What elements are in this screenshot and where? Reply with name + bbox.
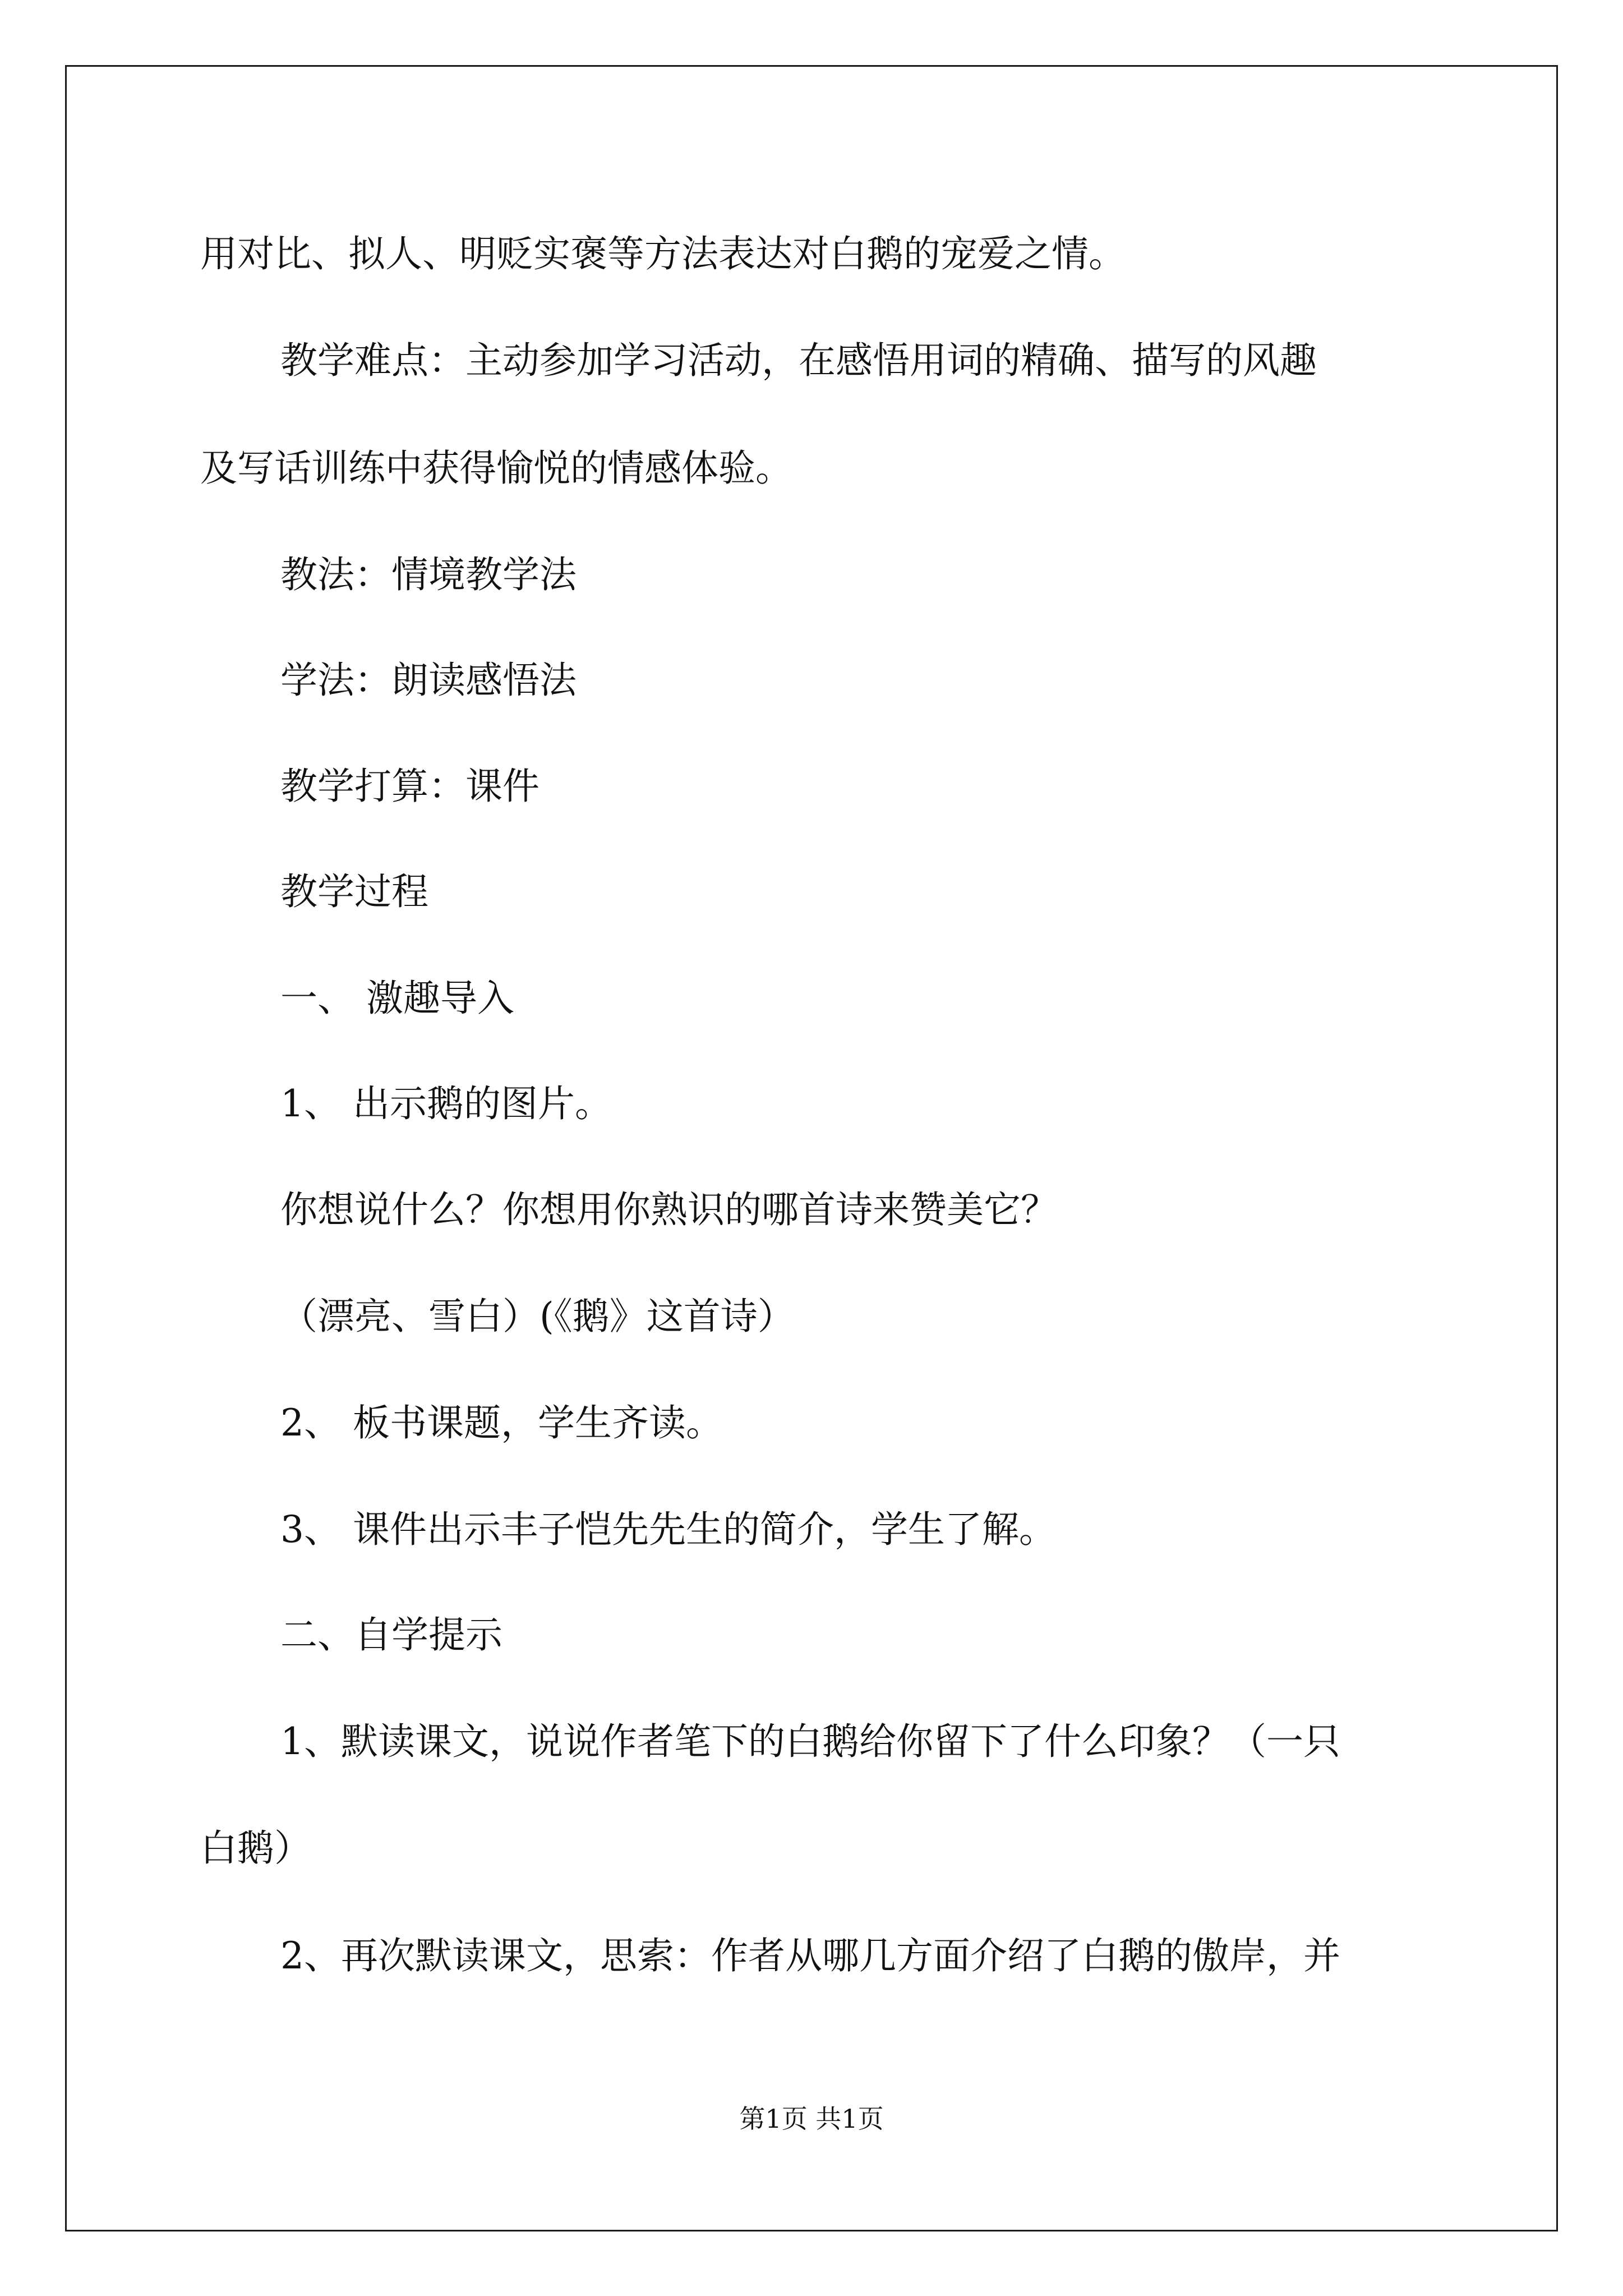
text-line: 教学打算：课件	[280, 765, 540, 808]
text-line: 及写话训练中获得愉悦的情感体验。	[200, 447, 792, 490]
text-line: 二、自学提示	[280, 1613, 502, 1657]
text-line: 1、默读课文，说说作者笔下的白鹅给你留下了什么印象？（一只	[280, 1720, 1340, 1763]
text-line: （漂亮、雪白）(《鹅》这首诗）	[280, 1295, 795, 1338]
text-line: 2、再次默读课文，思索：作者从哪几方面介绍了白鹅的傲岸，并	[280, 1934, 1340, 1977]
text-line: 2、 板书课题，学生齐读。	[280, 1401, 723, 1444]
text-line: 用对比、拟人、明贬实褒等方法表达对白鹅的宠爱之情。	[200, 232, 1126, 275]
text-line: 1、 出示鹅的图片。	[280, 1082, 612, 1125]
text-line: 教学难点：主动参加学习活动，在感悟用词的精确、描写的风趣	[280, 339, 1317, 382]
text-line: 教学过程	[280, 870, 428, 913]
text-line: 你想说什么？你想用你熟识的哪首诗来赞美它？	[280, 1188, 1058, 1231]
text-line: 学法：朗读感悟法	[280, 659, 577, 702]
text-line: 教法：情境教学法	[280, 553, 577, 596]
text-line: 白鹅）	[200, 1826, 311, 1870]
text-line: 一、 激趣导入	[280, 977, 514, 1020]
page-footer: 第1页 共1页	[739, 2104, 884, 2134]
text-line: 3、 课件出示丰子恺先先生的简介，学生了解。	[280, 1508, 1056, 1551]
